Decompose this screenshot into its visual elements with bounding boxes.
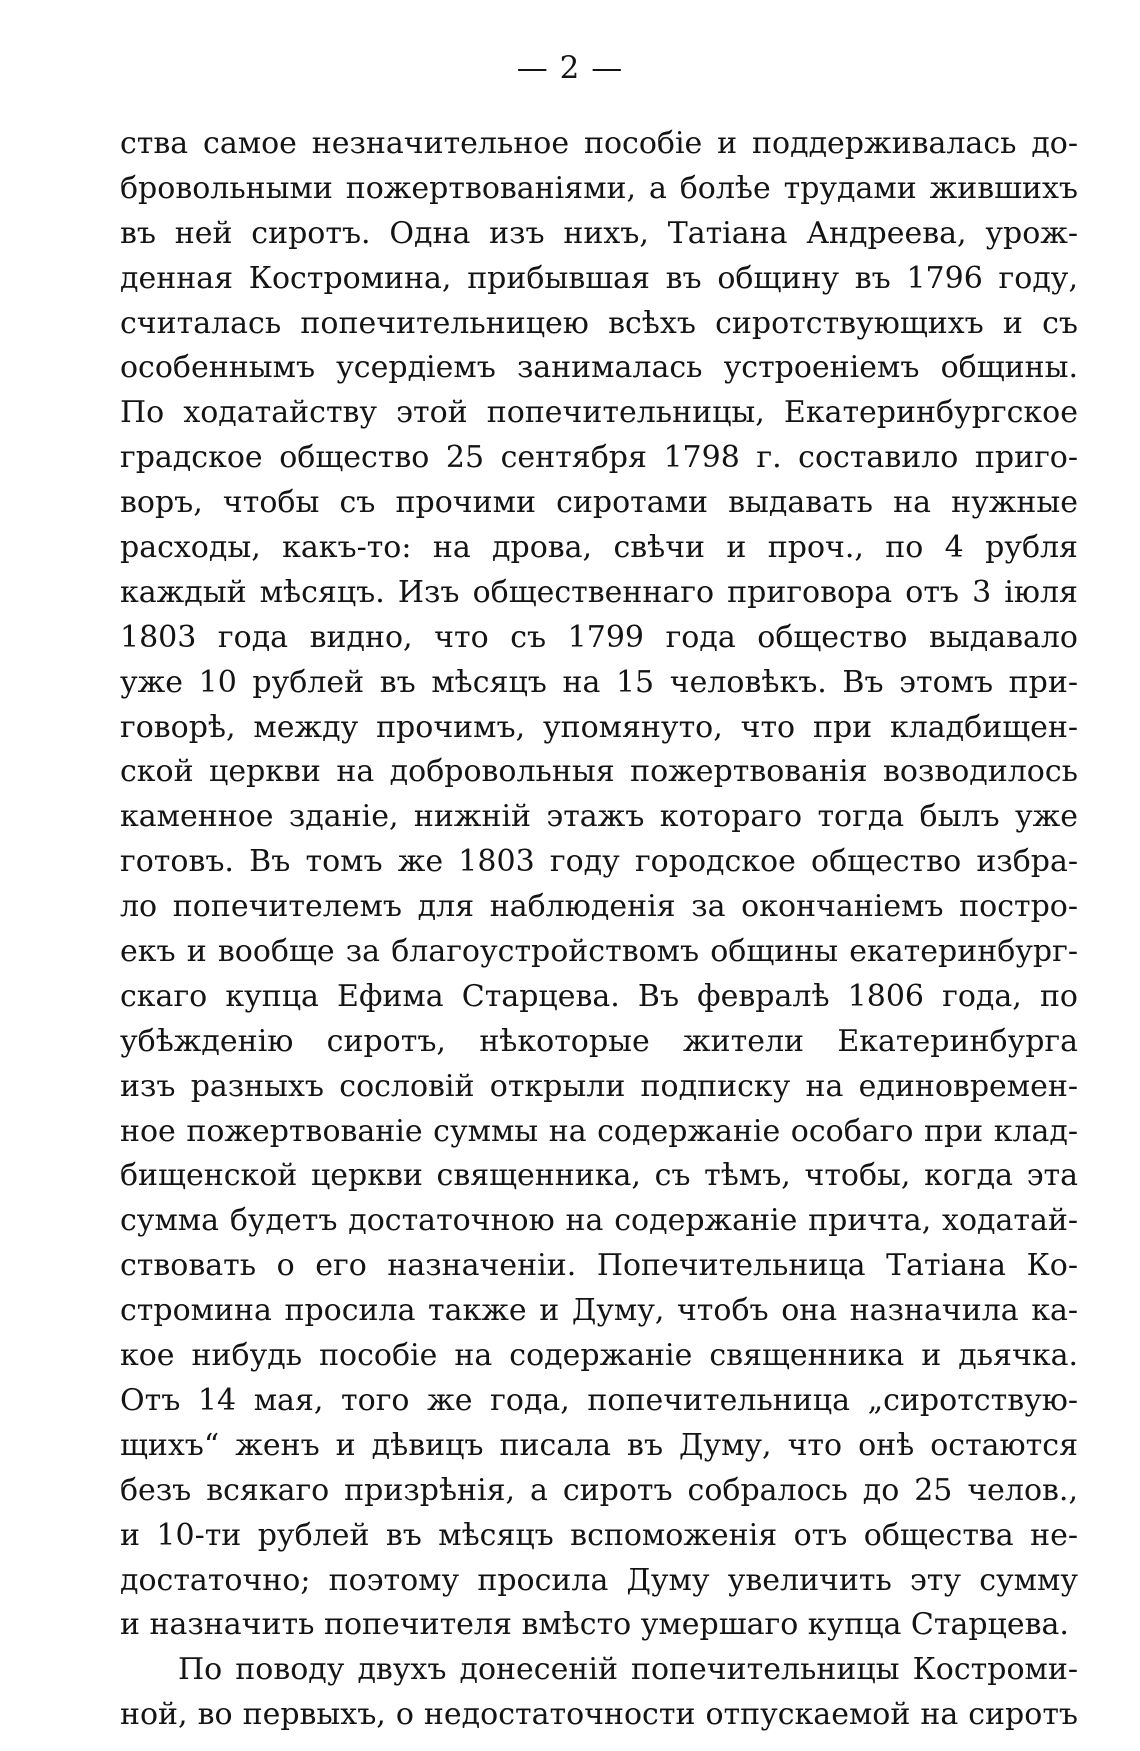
text-line: По поводу двухъ донесеній попечительницы Костроми- <box>178 1652 1078 1688</box>
text-line: бищенской церкви священника, съ тѣмъ, чтобы, когда эта <box>120 1158 1078 1194</box>
text-line: убѣжденію сиротъ, нѣкоторые жители Екатеринбурга <box>120 1023 1078 1059</box>
text-line: въ ней сиротъ. Одна изъ нихъ, Татіана Андреева, урож- <box>120 215 1078 251</box>
text-line: изъ разныхъ сословій открыли подписку на единовремен- <box>120 1068 1078 1104</box>
text-line: каждый мѣсяцъ. Изъ общественнаго приговора отъ 3 іюля <box>120 574 1078 610</box>
page-number: — 2 — <box>516 50 624 86</box>
text-line: особеннымъ усердіемъ занималась устроеніемъ общины. <box>120 350 1078 386</box>
text-line: ства самое незначительное пособіе и поддерживалась до- <box>120 126 1078 161</box>
text-line: стромина просила также и Думу, чтобъ она назначила ка- <box>120 1293 1078 1329</box>
text-line: кое нибудь пособіе на содержаніе священника и дьячка. <box>120 1338 1078 1374</box>
text-line: ствовать о его назначеніи. Попечительница Татіана Ко- <box>120 1248 1078 1284</box>
text-line: воръ, чтобы съ прочими сиротами выдавать на нужные <box>120 485 1078 521</box>
text-line: Отъ 14 мая, того же года, попечительница „сиротствую- <box>120 1382 1078 1418</box>
text-line: расходы, какъ-то: на дрова, свѣчи и проч., по 4 рубля <box>120 530 1078 566</box>
text-line: скаго купца Ефима Старцева. Въ февралѣ 1806 года, по <box>120 978 1078 1014</box>
text-line: бровольными пожертвованіями, а болѣе трудами жившихъ <box>120 170 1078 206</box>
text-line: градское общество 25 сентября 1798 г. составило приго- <box>120 440 1078 476</box>
text-line: считалась попечительницею всѣхъ сиротствующихъ и съ <box>120 305 1078 341</box>
text-line: денная Костромина, прибывшая въ общину въ 1796 году, <box>120 260 1078 296</box>
text-line: екъ и вообще за благоустройствомъ общины екатеринбург- <box>120 934 1078 970</box>
text-line: уже 10 рублей въ мѣсяцъ на 15 человѣкъ. Въ этомъ при- <box>120 664 1078 700</box>
text-line: ной, во первыхъ, о недостаточности отпускаемой на сиротъ <box>120 1697 1078 1733</box>
text-line: ло попечителемъ для наблюденія за окончаніемъ постро- <box>120 889 1078 925</box>
text-line: сумма будетъ достаточною на содержаніе причта, ходатай- <box>120 1203 1078 1239</box>
text-line: щихъ“ женъ и дѣвицъ писала въ Думу, что онѣ остаются <box>120 1427 1078 1463</box>
text-line: и назначить попечителя вмѣсто умершаго купца Старцева. <box>120 1607 1069 1643</box>
text-line: каменное зданіе, нижній этажъ котораго тогда былъ уже <box>120 799 1078 835</box>
text-line: безъ всякаго призрѣнія, а сиротъ собралось до 25 челов., <box>120 1472 1078 1508</box>
body-text <box>120 122 1078 1738</box>
text-line: говорѣ, между прочимъ, упомянуто, что при кладбищен- <box>120 709 1078 745</box>
text-line: По ходатайству этой попечительницы, Екатеринбургское <box>120 395 1078 431</box>
text-line: ской церкви на добровольныя пожертвованія возводилось <box>120 754 1078 790</box>
text-line: достаточно; поэтому просила Думу увеличить эту сумму <box>120 1562 1078 1598</box>
text-line: готовъ. Въ томъ же 1803 году городское общество избра- <box>120 844 1078 880</box>
text-line: и 10-ти рублей въ мѣсяцъ вспоможенія отъ общества не- <box>120 1517 1078 1553</box>
text-line: ное пожертвованіе суммы на содержаніе особаго при клад- <box>120 1113 1078 1149</box>
text-line: 1803 года видно, что съ 1799 года общество выдавало <box>120 619 1078 655</box>
